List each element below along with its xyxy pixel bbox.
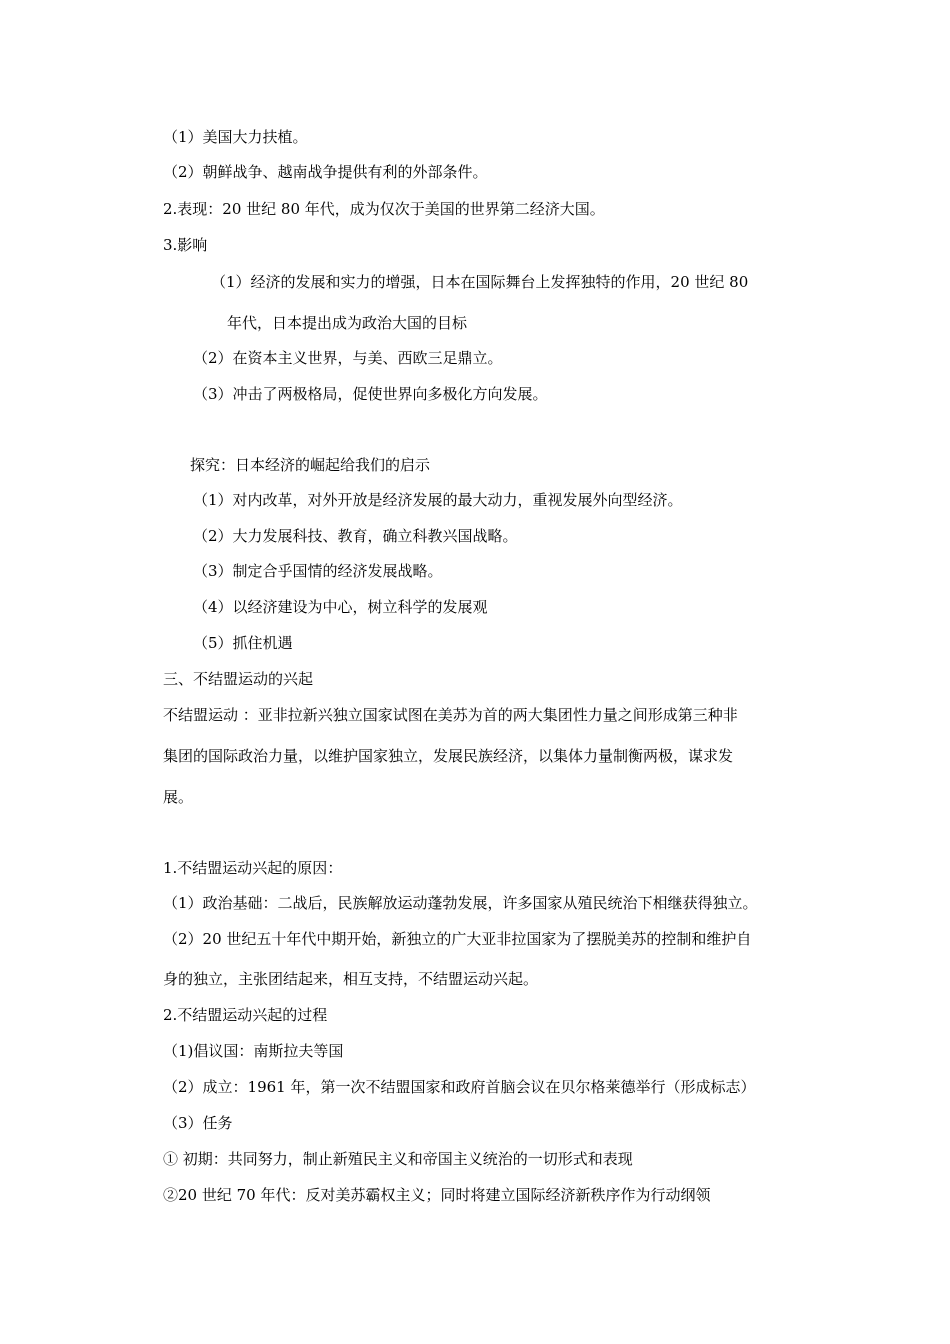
subheading: 探究：日本经济的崛起给我们的启示: [190, 456, 431, 474]
text-line: （2）在资本主义世界，与美、西欧三足鼎立。: [193, 349, 503, 367]
text-line: 年代，日本提出成为政治大国的目标: [227, 314, 468, 332]
text-line: 2.表现：20 世纪 80 年代，成为仅次于美国的世界第二经济大国。: [163, 200, 605, 218]
text-line: （1）对内改革，对外开放是经济发展的最大动力，重视发展外向型经济。: [193, 491, 683, 509]
section-heading: 三、不结盟运动的兴起: [163, 670, 314, 688]
text-line: 身的独立，主张团结起来，相互支持，不结盟运动兴起。: [163, 970, 539, 988]
text-line: （3）制定合乎国情的经济发展战略。: [193, 562, 443, 580]
text-line: 展。: [163, 788, 194, 806]
text-line: （1）经济的发展和实力的增强，日本在国际舞台上发挥独特的作用，20 世纪 80: [211, 273, 749, 291]
text-line: （5）抓住机遇: [193, 634, 293, 652]
text-line: （1）政治基础：二战后，民族解放运动蓬勃发展，许多国家从殖民统治下相继获得独立。: [163, 894, 758, 912]
text-line: （2）20 世纪五十年代中期开始，新独立的广大亚非拉国家为了摆脱美苏的控制和维护自: [163, 930, 752, 948]
text-line: （1）美国大力扶植。: [163, 128, 308, 146]
subheading: 2.不结盟运动兴起的过程: [163, 1006, 328, 1024]
section-heading: 3.影响: [163, 236, 208, 254]
text-line: （4）以经济建设为中心，树立科学的发展观: [193, 598, 488, 616]
text-line: ②20 世纪 70 年代：反对美苏霸权主义；同时将建立国际经济新秩序作为行动纲领: [163, 1186, 711, 1204]
subheading: 1.不结盟运动兴起的原因：: [163, 859, 343, 877]
text-line: （1)倡议国：南斯拉夫等国: [163, 1042, 344, 1060]
text-line: 集团的国际政治力量，以维护国家独立，发展民族经济，以集体力量制衡两极，谋求发: [163, 747, 734, 765]
text-line: ① 初期：共同努力，制止新殖民主义和帝国主义统治的一切形式和表现: [163, 1150, 633, 1168]
text-line: 不结盟运动 ：亚非拉新兴独立国家试图在美苏为首的两大集团性力量之间形成第三种非: [163, 706, 738, 724]
text-line: （2）朝鲜战争、越南战争提供有利的外部条件。: [163, 163, 488, 181]
text-line: （3）冲击了两极格局，促使世界向多极化方向发展。: [193, 385, 548, 403]
text-line: （2）成立：1961 年，第一次不结盟国家和政府首脑会议在贝尔格莱德举行（形成标志）: [163, 1078, 756, 1096]
text-line: （3）任务: [163, 1114, 233, 1132]
text-line: （2）大力发展科技、教育，确立科教兴国战略。: [193, 527, 518, 545]
